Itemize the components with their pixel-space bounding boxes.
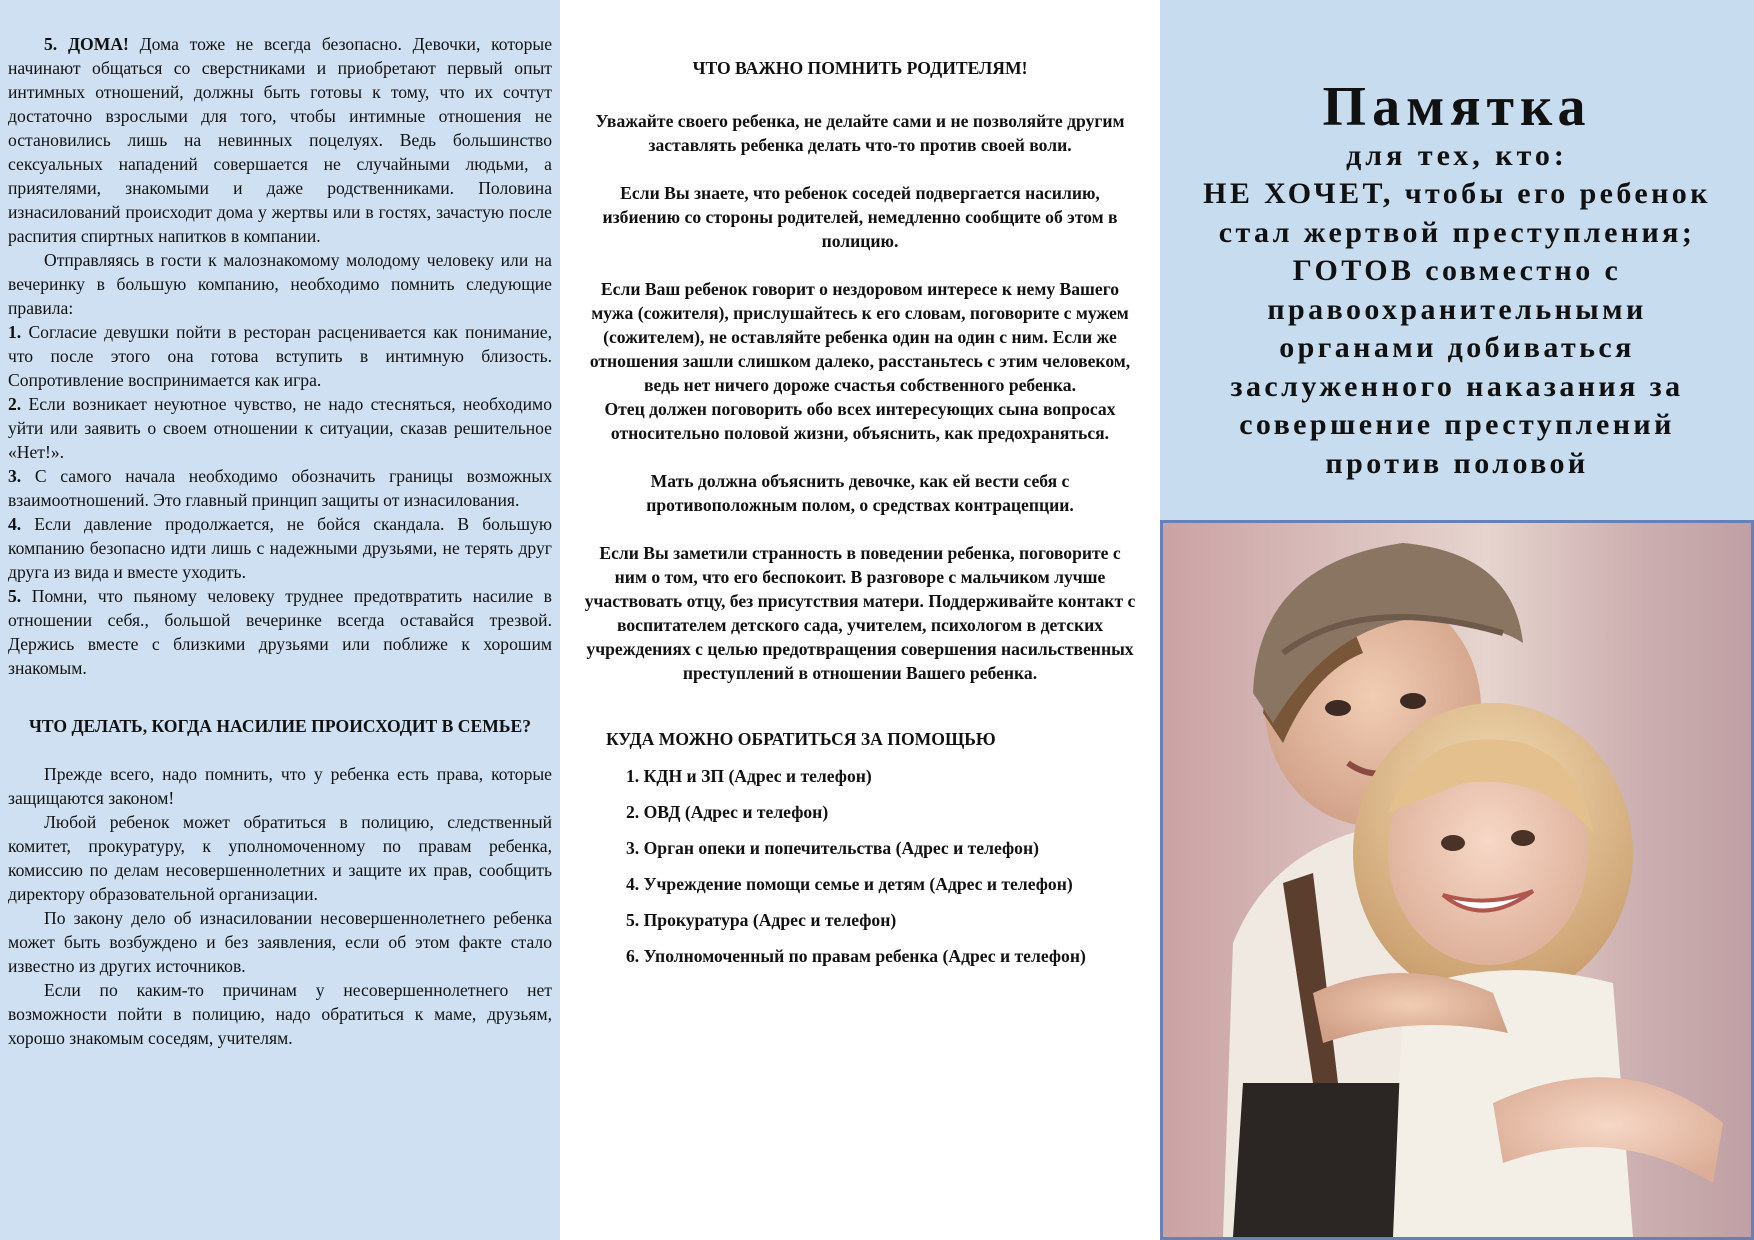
title-line: против половой <box>1325 446 1589 480</box>
title-line: правоохранительными <box>1267 292 1647 326</box>
help-item: 4. Учреждение помощи семье и детям (Адрес и телефон) <box>626 874 1073 894</box>
help-item: 6. Уполномоченный по правам ребенка (Адрес и телефон) <box>626 946 1086 966</box>
title-line: НЕ ХОЧЕТ, чтобы его ребенок <box>1203 177 1711 210</box>
title: Памятка <box>1322 76 1592 138</box>
rule-item: 3. С самого начала необходимо обозначить границы возможных взаимоотношений. Это главный принцип защиты от изнасилования. <box>8 466 552 510</box>
parents-heading: ЧТО ВАЖНО ПОМНИТЬ РОДИТЕЛЯМ! <box>692 58 1028 78</box>
parents-paragraph: Если Ваш ребенок говорит о нездоровом интересе к нему Вашего мужа (сожителя), прислушайтесь к его словам, поговорите с мужем (сожителем), не оставляйте ребенка один на один с ним. Если же отношения зашли слишком далеко, расстаньтесь с этим человеком, ведь нет ничего дороже счастья собственного ребенка. <box>589 279 1131 395</box>
parents-paragraph: Уважайте своего ребенка, не делайте сами и не позволяйте другим заставлять ребенка делать что-то против своей воли. <box>595 111 1125 155</box>
parents-paragraph: Если Вы знаете, что ребенок соседей подвергается насилию, избиению со стороны родителей, немедленно сообщите об этом в полицию. <box>602 183 1118 251</box>
title-line: органами добиваться <box>1279 331 1635 364</box>
rule-item: 5. Помни, что пьяному человеку труднее предотвратить насилие в отношении себя., большой вечеринке всегда оставайся трезвой. Держись вместе с близкими друзьями или поближе к хорошим знакомым. <box>8 586 552 678</box>
girl-eye <box>1511 830 1535 846</box>
title-line: стал жертвой преступления; <box>1218 215 1696 249</box>
children-photo <box>1160 520 1754 1240</box>
girl-eye <box>1441 835 1465 851</box>
children-illustration <box>1163 523 1751 1237</box>
title-line: совершение преступлений <box>1239 408 1675 441</box>
contacts-paragraph: Если по каким-то причинам у несовершеннолетнего нет возможности пойти в полицию, надо обратиться к маме, друзьям, хорошо знакомым соседям, учителям. <box>8 980 552 1048</box>
parents-paragraph: Отец должен поговорить обо всех интересующих сына вопросах относительно половой жизни, объяснить, как предохраняться. <box>604 399 1116 443</box>
left-panel <box>0 0 560 1240</box>
family-violence-heading: ЧТО ДЕЛАТЬ, КОГДА НАСИЛИЕ ПРОИСХОДИТ В СЕМЬЕ? <box>28 716 532 736</box>
rights-paragraph: Прежде всего, надо помнить, что у ребенка есть права, которые защищаются законом! <box>8 764 552 808</box>
help-list <box>582 764 1138 968</box>
report-paragraph: Любой ребенок может обратиться в полицию, следственный комитет, прокуратуру, к уполномоченному по правам ребенка, комиссию по делам несовершеннолетних и защите их прав, сообщить директору образовательной организации. <box>8 812 552 904</box>
title-box <box>1160 0 1754 520</box>
rules-list <box>8 320 552 680</box>
help-item: 2. ОВД (Адрес и телефон) <box>626 802 829 822</box>
boy-eye <box>1325 700 1351 716</box>
parents-paragraph: Мать должна объяснить девочке, как ей вести себя с противоположным полом, о средствах контрацепции. <box>646 471 1074 515</box>
title-line: заслуженного наказания за <box>1230 369 1684 403</box>
parents-paragraph: Если Вы заметили странность в поведении ребенка, поговорите с ним о том, что его беспокоит. В разговоре с мальчиком лучше участвовать отцу, без присутствия матери. Поддерживайте контакт с воспитателем детского сада, учителем, психологом в детских учреждениях с целью предотвращения совершения насильственных преступлений в отношении Вашего ребенка. <box>584 543 1136 683</box>
party-paragraph: Отправляясь в гости к малознакомому молодому человеку или на вечеринку в большую компанию, необходимо помнить следующие правила: <box>8 250 552 318</box>
law-paragraph: По закону дело об изнасиловании несовершеннолетнего ребенка может быть возбуждено и без заявления, если об этом факте стало известно из других источников. <box>8 908 552 976</box>
boy-eye <box>1400 693 1426 709</box>
rule-item: 4. Если давление продолжается, не бойся скандала. В большую компанию безопасно идти лишь с надежными друзьями, не терять друг друга из вида и вместе уходить. <box>8 514 552 582</box>
help-item: 1. КДН и ЗП (Адрес и телефон) <box>626 766 872 786</box>
rule-item: 2. Если возникает неуютное чувство, не надо стесняться, необходимо уйти или заявить о своем отношении к ситуации, сказав решительное «Нет!». <box>8 394 552 462</box>
rule-item: 1. Согласие девушки пойти в ресторан расценивается как понимание, что после этого она готова вступить в интимную близость. Сопротивление воспринимается как игра. <box>8 322 552 390</box>
middle-panel <box>560 0 1160 1240</box>
subtitle: для тех, кто: <box>1346 139 1568 172</box>
help-heading: КУДА МОЖНО ОБРАТИТЬСЯ ЗА ПОМОЩЬЮ <box>606 729 996 749</box>
right-panel <box>1160 0 1754 1240</box>
help-item: 3. Орган опеки и попечительства (Адрес и телефон) <box>626 838 1039 858</box>
home-paragraph: 5. ДОМА! Дома тоже не всегда безопасно. Девочки, которые начинают общаться со сверстниками и приобретают первый опыт интимных отношений, должны быть готовы к тому, что их сочтут достаточно взрослыми для того, чтобы интимные отношения не остановились лишь на невинных поцелуях. Ведь большинство сексуальных нападений совершается не случайными людьми, а приятелями, знакомыми и даже родственниками. Половина изнасилований происходит дома у жертвы или в гостях, зачастую после распития спиртных напитков в компании. <box>8 34 552 246</box>
help-item: 5. Прокуратура (Адрес и телефон) <box>626 910 897 930</box>
home-heading: 5. ДОМА! <box>44 34 129 54</box>
title-line: ГОТОВ совместно с <box>1292 254 1622 287</box>
